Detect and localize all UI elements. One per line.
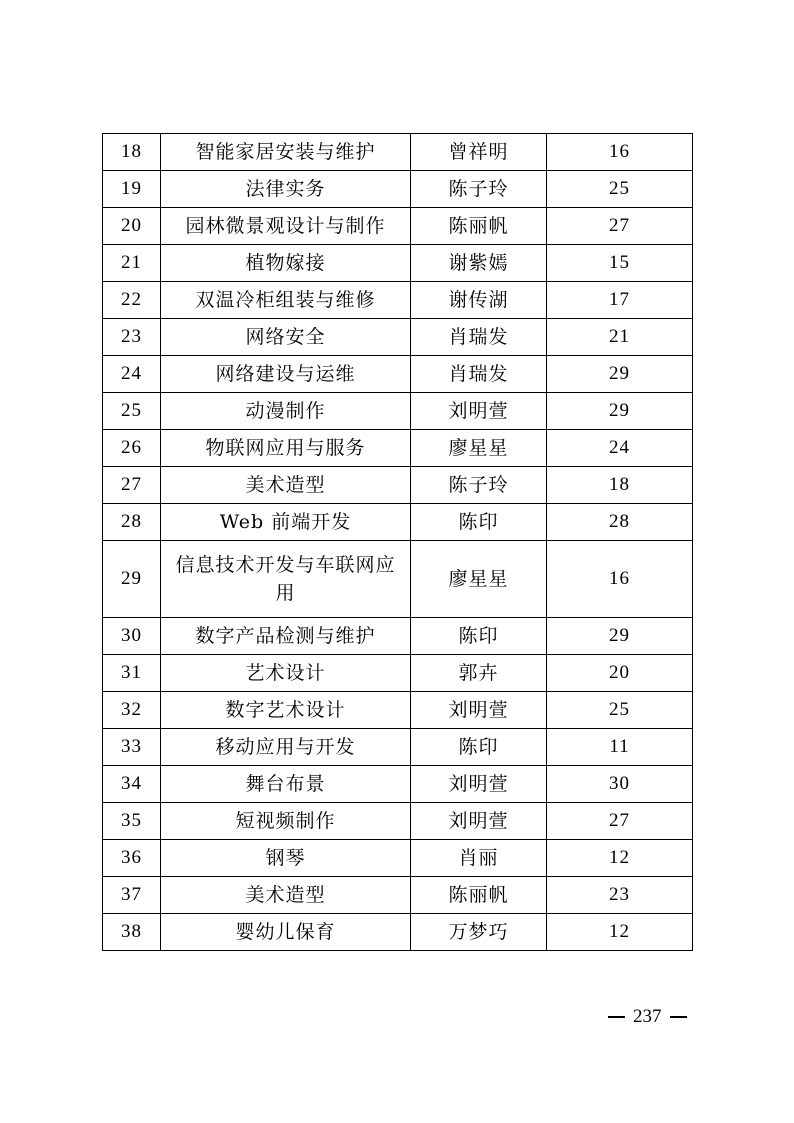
- teacher-name: 郭卉: [411, 655, 547, 692]
- row-number: 27: [103, 467, 161, 504]
- table-row: [103, 208, 693, 245]
- project-name: 艺术设计: [161, 655, 411, 692]
- table-row: [103, 766, 693, 803]
- teacher-name: 谢紫嫣: [411, 245, 547, 282]
- project-name: 短视频制作: [161, 803, 411, 840]
- student-count: 28: [547, 504, 693, 541]
- course-table: [102, 133, 693, 951]
- page-number-value: 237: [633, 1006, 662, 1027]
- table-row: [103, 692, 693, 729]
- student-count: 16: [547, 541, 693, 618]
- student-count: 18: [547, 467, 693, 504]
- table-row: [103, 877, 693, 914]
- row-number: 29: [103, 541, 161, 618]
- page-number: [608, 1006, 687, 1028]
- teacher-name: 肖瑞发: [411, 356, 547, 393]
- table-row: [103, 282, 693, 319]
- project-name: 移动应用与开发: [161, 729, 411, 766]
- table-row: [103, 655, 693, 692]
- project-name: 数字艺术设计: [161, 692, 411, 729]
- student-count: 24: [547, 430, 693, 467]
- project-name: 动漫制作: [161, 393, 411, 430]
- table-row: [103, 729, 693, 766]
- table-row: [103, 393, 693, 430]
- table-row: [103, 430, 693, 467]
- student-count: 16: [547, 134, 693, 171]
- row-number: 30: [103, 618, 161, 655]
- student-count: 23: [547, 877, 693, 914]
- student-count: 15: [547, 245, 693, 282]
- row-number: 21: [103, 245, 161, 282]
- project-name: 植物嫁接: [161, 245, 411, 282]
- student-count: 12: [547, 840, 693, 877]
- student-count: 17: [547, 282, 693, 319]
- table-row: [103, 134, 693, 171]
- teacher-name: 曾祥明: [411, 134, 547, 171]
- row-number: 35: [103, 803, 161, 840]
- teacher-name: 陈丽帆: [411, 877, 547, 914]
- teacher-name: 肖丽: [411, 840, 547, 877]
- row-number: 24: [103, 356, 161, 393]
- project-name: 园林微景观设计与制作: [161, 208, 411, 245]
- teacher-name: 陈丽帆: [411, 208, 547, 245]
- teacher-name: 陈印: [411, 504, 547, 541]
- row-number: 25: [103, 393, 161, 430]
- teacher-name: 刘明萱: [411, 766, 547, 803]
- project-name: 美术造型: [161, 877, 411, 914]
- project-name: 婴幼儿保育: [161, 914, 411, 951]
- project-name: 信息技术开发与车联网应用: [161, 541, 411, 618]
- table-row: [103, 803, 693, 840]
- page-number-left-dash: [608, 1016, 625, 1018]
- row-number: 36: [103, 840, 161, 877]
- row-number: 37: [103, 877, 161, 914]
- teacher-name: 陈印: [411, 618, 547, 655]
- teacher-name: 陈印: [411, 729, 547, 766]
- student-count: 12: [547, 914, 693, 951]
- teacher-name: 刘明萱: [411, 393, 547, 430]
- table-row: [103, 840, 693, 877]
- project-name: 物联网应用与服务: [161, 430, 411, 467]
- page-number-right-dash: [670, 1016, 687, 1018]
- teacher-name: 谢传湖: [411, 282, 547, 319]
- project-name: 智能家居安装与维护: [161, 134, 411, 171]
- row-number: 26: [103, 430, 161, 467]
- table-row: [103, 618, 693, 655]
- teacher-name: 廖星星: [411, 541, 547, 618]
- project-name: 法律实务: [161, 171, 411, 208]
- teacher-name: 刘明萱: [411, 692, 547, 729]
- student-count: 29: [547, 618, 693, 655]
- project-name: 美术造型: [161, 467, 411, 504]
- row-number: 34: [103, 766, 161, 803]
- row-number: 32: [103, 692, 161, 729]
- project-name: 网络安全: [161, 319, 411, 356]
- table-row: [103, 504, 693, 541]
- teacher-name: 陈子玲: [411, 467, 547, 504]
- row-number: 22: [103, 282, 161, 319]
- row-number: 19: [103, 171, 161, 208]
- table-row: [103, 541, 693, 618]
- row-number: 20: [103, 208, 161, 245]
- student-count: 25: [547, 171, 693, 208]
- project-name: 钢琴: [161, 840, 411, 877]
- row-number: 28: [103, 504, 161, 541]
- project-name: 网络建设与运维: [161, 356, 411, 393]
- student-count: 27: [547, 208, 693, 245]
- student-count: 29: [547, 356, 693, 393]
- student-count: 25: [547, 692, 693, 729]
- table-row: [103, 319, 693, 356]
- teacher-name: 廖星星: [411, 430, 547, 467]
- teacher-name: 陈子玲: [411, 171, 547, 208]
- table-row: [103, 171, 693, 208]
- table-row: [103, 467, 693, 504]
- student-count: 30: [547, 766, 693, 803]
- teacher-name: 肖瑞发: [411, 319, 547, 356]
- row-number: 23: [103, 319, 161, 356]
- student-count: 20: [547, 655, 693, 692]
- project-name: 舞台布景: [161, 766, 411, 803]
- row-number: 33: [103, 729, 161, 766]
- project-name: 双温冷柜组装与维修: [161, 282, 411, 319]
- course-table-body: [103, 134, 693, 951]
- table-row: [103, 914, 693, 951]
- student-count: 21: [547, 319, 693, 356]
- student-count: 11: [547, 729, 693, 766]
- row-number: 18: [103, 134, 161, 171]
- table-row: [103, 245, 693, 282]
- student-count: 29: [547, 393, 693, 430]
- project-name: 数字产品检测与维护: [161, 618, 411, 655]
- project-name: Web 前端开发: [161, 504, 411, 541]
- teacher-name: 万梦巧: [411, 914, 547, 951]
- table-row: [103, 356, 693, 393]
- row-number: 31: [103, 655, 161, 692]
- row-number: 38: [103, 914, 161, 951]
- student-count: 27: [547, 803, 693, 840]
- teacher-name: 刘明萱: [411, 803, 547, 840]
